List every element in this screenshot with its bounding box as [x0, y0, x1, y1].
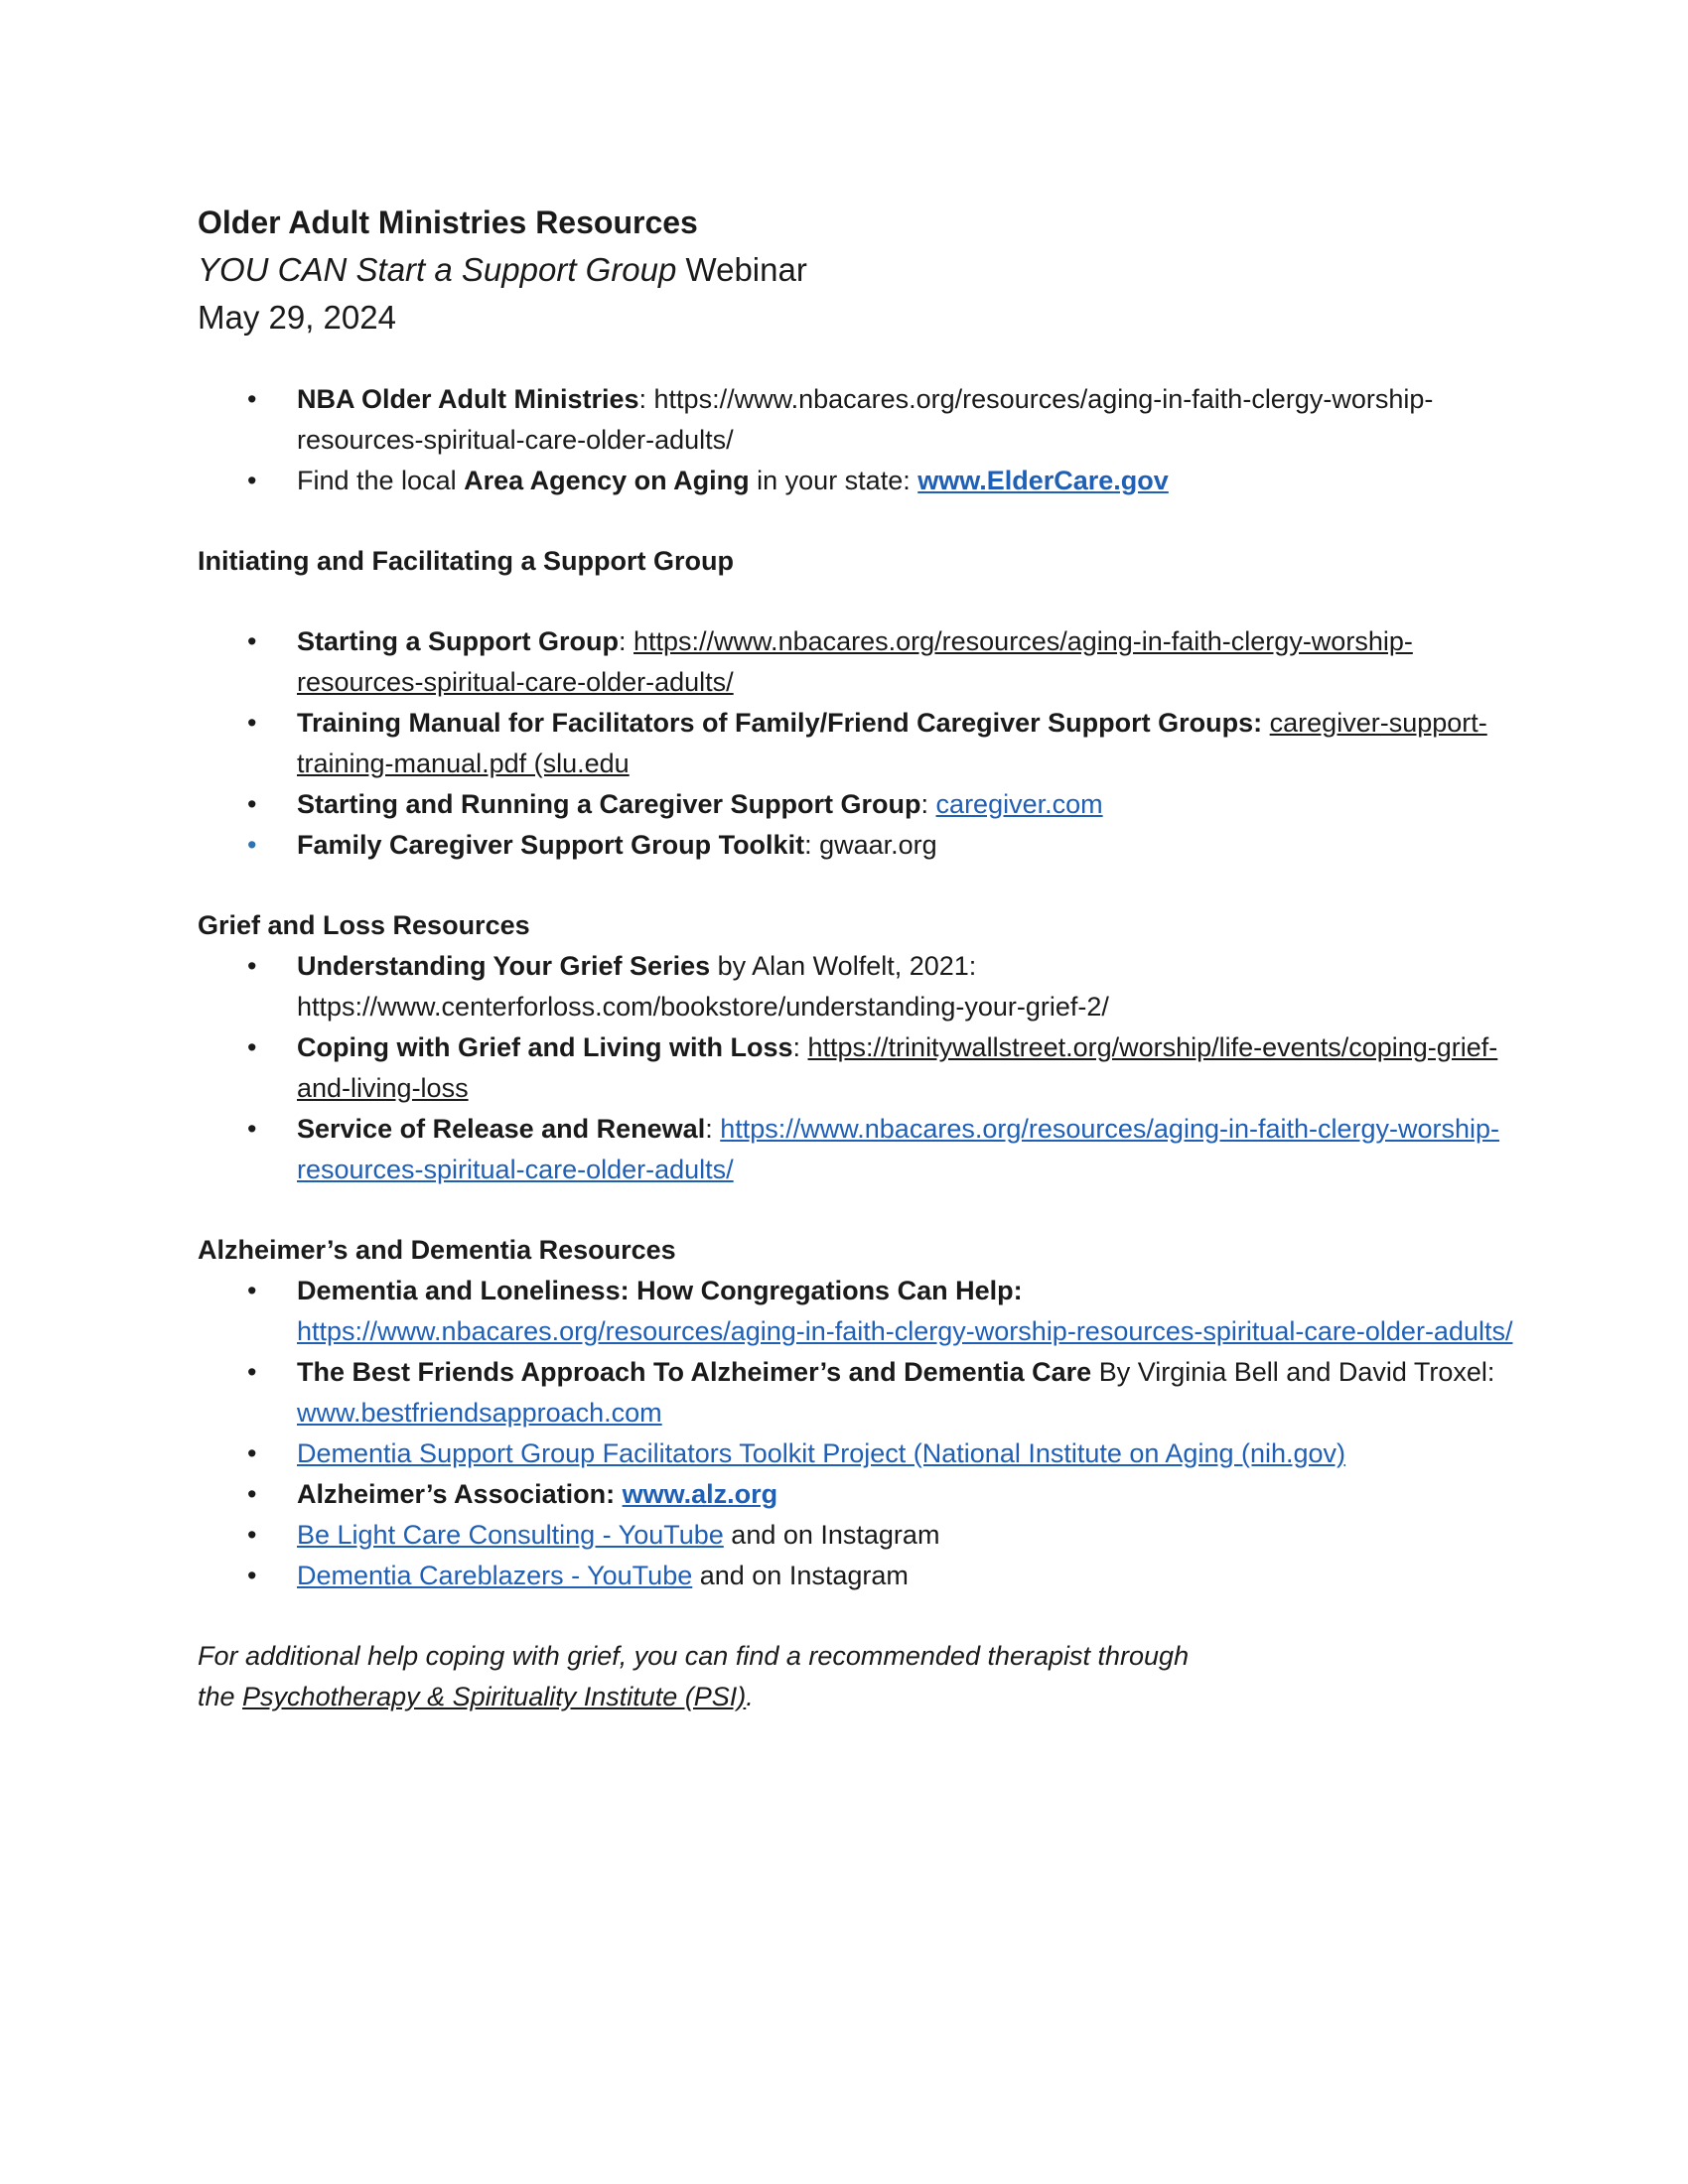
bullet-icon: •	[247, 789, 257, 819]
alz-link[interactable]: www.alz.org	[622, 1479, 778, 1509]
bullet-icon: •	[247, 1561, 257, 1590]
item-text: and on Instagram	[692, 1561, 909, 1590]
list-item	[198, 946, 1528, 1027]
bullet-icon: •	[247, 1479, 257, 1509]
subtitle-italic: YOU CAN Start a Support Group	[198, 251, 677, 288]
closing-line-2-pre: the	[198, 1682, 243, 1711]
item-label: Area Agency on Aging	[464, 466, 750, 495]
document-date: May 29, 2024	[198, 299, 396, 336]
bullet-icon: •	[247, 1032, 257, 1062]
list-item	[198, 1515, 1528, 1556]
best-friends-link[interactable]: www.bestfriendsapproach.com	[297, 1398, 662, 1428]
bullet-icon: •	[247, 1438, 257, 1468]
bullet-icon: •	[247, 1357, 257, 1387]
list-item	[198, 379, 1528, 461]
list-item	[198, 1109, 1528, 1190]
item-label: Coping with Grief and Living with Loss	[297, 1032, 793, 1062]
item-separator	[1262, 708, 1270, 738]
section-heading-dementia: Alzheimer’s and Dementia Resources	[198, 1235, 676, 1265]
document-subtitle	[198, 246, 1528, 294]
caregiver-com-link[interactable]: caregiver.com	[935, 789, 1103, 819]
dementia-loneliness-link[interactable]: https://www.nbacares.org/resources/aging-in-faith-clergy-worship-resources-spiritual-care-older-adults/	[297, 1316, 1513, 1346]
be-light-youtube-link[interactable]: Be Light Care Consulting - YouTube	[297, 1520, 724, 1550]
closing-line-2-post: .	[746, 1682, 754, 1711]
starting-support-group-link[interactable]: https://www.nbacares.org/resources/aging-in-faith-clergy-worship-resources-spiritual-care-older-adults/	[297, 626, 1413, 697]
eldercare-link[interactable]: www.ElderCare.gov	[917, 466, 1169, 495]
bullet-icon: •	[247, 1520, 257, 1550]
list-item	[198, 825, 1528, 866]
item-text: By Virginia Bell and David Troxel:	[1091, 1357, 1495, 1387]
list-item	[198, 784, 1528, 825]
closing-note	[198, 1636, 1528, 1717]
item-label: Alzheimer’s Association:	[297, 1479, 616, 1509]
bullet-icon: •	[247, 466, 257, 495]
item-label: Starting and Running a Caregiver Support Group	[297, 789, 921, 819]
bullet-icon: •	[247, 384, 257, 414]
section-heading-grief: Grief and Loss Resources	[198, 910, 530, 940]
bullet-icon: •	[247, 708, 257, 738]
list-item	[198, 1352, 1528, 1433]
closing-line-1: For additional help coping with grief, you can find a recommended therapist through	[198, 1641, 1190, 1671]
service-release-link[interactable]: https://www.nbacares.org/resources/aging-in-faith-clergy-worship-resources-spiritual-care-older-adults/	[297, 1114, 1500, 1184]
list-item	[198, 703, 1528, 784]
list-item	[198, 461, 1528, 501]
list-item	[198, 1027, 1528, 1109]
item-separator: :	[705, 1114, 721, 1144]
list-item	[198, 1433, 1528, 1474]
item-label: Service of Release and Renewal	[297, 1114, 706, 1144]
training-manual-link[interactable]: caregiver-support-training-manual.pdf (slu.edu	[297, 708, 1487, 778]
list-item	[198, 621, 1528, 703]
item-label: Family Caregiver Support Group Toolkit	[297, 830, 805, 860]
item-text: : https://www.nbacares.org/resources/aging-in-faith-clergy-worship-resources-spiritual-care-older-adults/	[297, 384, 1434, 455]
bullet-icon: •	[247, 626, 257, 656]
trinity-link[interactable]: https://trinitywallstreet.org/worship/life-events/coping-grief-and-living-loss	[297, 1032, 1498, 1103]
psi-link[interactable]: Psychotherapy & Spirituality Institute (PSI)	[242, 1682, 747, 1711]
support-list	[198, 621, 1528, 866]
item-separator	[615, 1479, 623, 1509]
item-separator: :	[619, 626, 634, 656]
item-separator: :	[920, 789, 936, 819]
list-item	[198, 1271, 1528, 1352]
item-label: Starting a Support Group	[297, 626, 619, 656]
item-label: Dementia and Loneliness: How Congregations Can Help:	[297, 1276, 1023, 1305]
item-label: Understanding Your Grief Series	[297, 951, 711, 981]
list-item	[198, 1556, 1528, 1596]
item-text: : gwaar.org	[804, 830, 937, 860]
subtitle-rest: Webinar	[676, 251, 807, 288]
nia-toolkit-link[interactable]: Dementia Support Group Facilitators Toolkit Project (National Institute on Aging (nih.gov)	[297, 1438, 1346, 1468]
bullet-icon: •	[247, 830, 257, 860]
document-page	[198, 199, 1528, 1717]
item-text: by Alan Wolfelt, 2021: https://www.centerforloss.com/bookstore/understanding-your-grief-2/	[297, 951, 1109, 1022]
section-heading-support: Initiating and Facilitating a Support Group	[198, 546, 734, 576]
document-title: Older Adult Ministries Resources	[198, 205, 698, 240]
item-text: and on Instagram	[723, 1520, 940, 1550]
bullet-icon: •	[247, 1114, 257, 1144]
grief-list	[198, 946, 1528, 1190]
item-label: NBA Older Adult Ministries	[297, 384, 639, 414]
item-label: Training Manual for Facilitators of Family/Friend Caregiver Support Groups:	[297, 708, 1263, 738]
item-label: The Best Friends Approach To Alzheimer’s and Dementia Care	[297, 1357, 1092, 1387]
careblazers-youtube-link[interactable]: Dementia Careblazers - YouTube	[297, 1561, 693, 1590]
intro-list	[198, 379, 1528, 501]
list-item	[198, 1474, 1528, 1515]
bullet-icon: •	[247, 951, 257, 981]
bullet-icon: •	[247, 1276, 257, 1305]
dementia-list	[198, 1271, 1528, 1596]
item-text: Find the local	[297, 466, 465, 495]
item-separator: :	[792, 1032, 808, 1062]
item-text: in your state:	[749, 466, 918, 495]
